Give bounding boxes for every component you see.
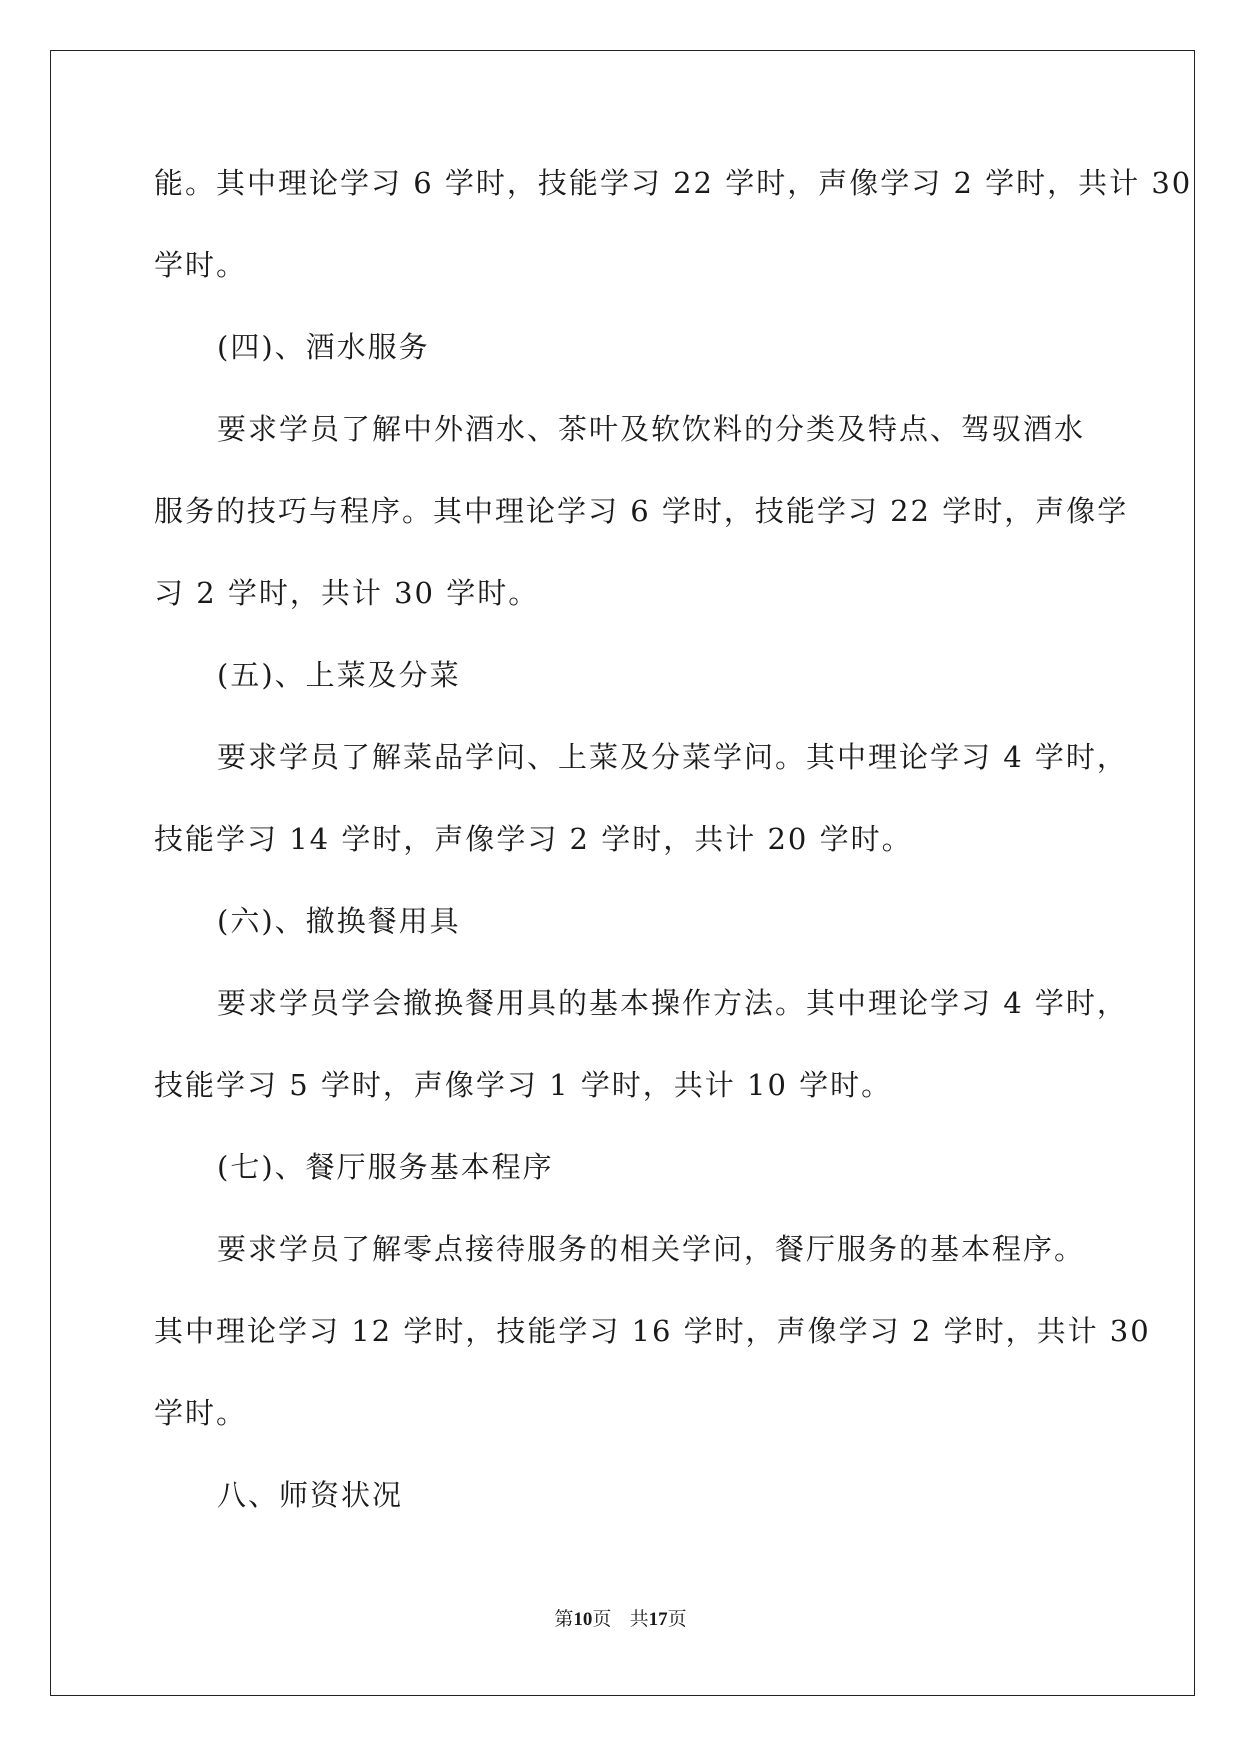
body-line: 技能学习 14 学时，声像学习 2 学时，共计 20 学时。 xyxy=(154,822,913,856)
body-line: 能。其中理论学习 6 学时，技能学习 22 学时，声像学习 2 学时，共计 30 xyxy=(154,166,1193,200)
body-line: 要求学员学会撤换餐用具的基本操作方法。其中理论学习 4 学时， xyxy=(217,986,1128,1020)
page-number: 10 xyxy=(573,1609,593,1630)
footer-prefix: 第 xyxy=(554,1608,574,1630)
section-heading: (七)、餐厅服务基本程序 xyxy=(217,1150,554,1184)
footer-total-unit: 页 xyxy=(667,1608,687,1630)
section-heading: (五)、上菜及分菜 xyxy=(217,658,461,692)
body-line: 要求学员了解菜品学问、上菜及分菜学问。其中理论学习 4 学时， xyxy=(217,740,1128,774)
body-line: 其中理论学习 12 学时，技能学习 16 学时，声像学习 2 学时，共计 30 xyxy=(154,1314,1151,1348)
body-line: 技能学习 5 学时，声像学习 1 学时，共计 10 学时。 xyxy=(154,1068,893,1102)
section-heading: 八、师资状况 xyxy=(217,1478,404,1512)
body-line: 学时。 xyxy=(154,248,248,282)
body-line: 要求学员了解中外酒水、茶叶及软饮料的分类及特点、驾驭酒水 xyxy=(217,412,1086,446)
document-body xyxy=(154,160,1193,1554)
page-footer xyxy=(0,1604,1241,1631)
body-line: 要求学员了解零点接待服务的相关学问，餐厅服务的基本程序。 xyxy=(217,1232,1086,1266)
body-line: 学时。 xyxy=(154,1396,248,1430)
body-line: 习 2 学时，共计 30 学时。 xyxy=(154,576,540,610)
section-heading: (四)、酒水服务 xyxy=(217,330,430,364)
footer-total-prefix: 共 xyxy=(629,1608,649,1630)
section-heading: (六)、撤换餐用具 xyxy=(217,904,461,938)
total-pages: 17 xyxy=(648,1609,668,1630)
footer-page-unit: 页 xyxy=(592,1608,612,1630)
body-line: 服务的技巧与程序。其中理论学习 6 学时，技能学习 22 学时，声像学 xyxy=(154,494,1129,528)
